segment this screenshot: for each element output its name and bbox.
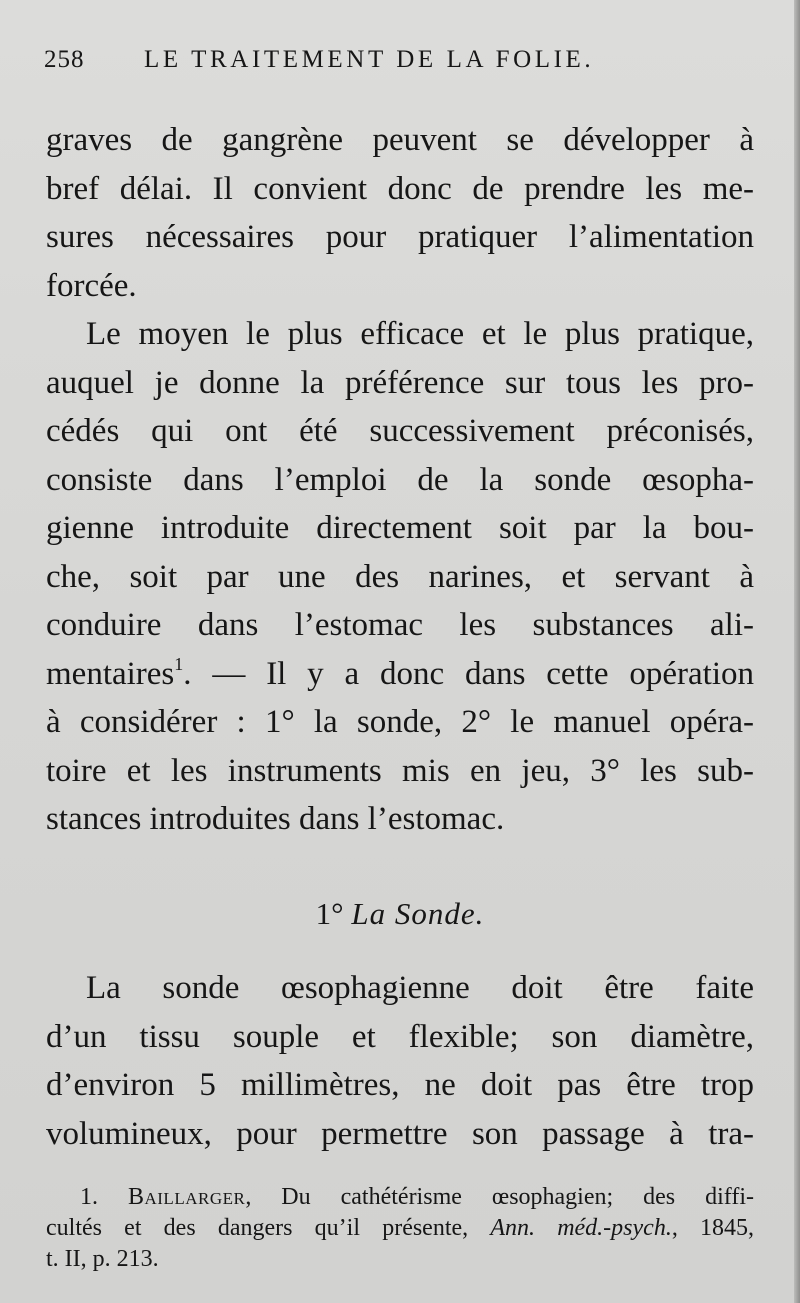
running-title: LE TRAITEMENT DE LA FOLIE. (144, 46, 595, 73)
footnote-line: t. II, p. 213. (46, 1246, 159, 1272)
page-number: 258 (44, 46, 85, 73)
text-line-with-footnote-ref (46, 650, 754, 699)
footnote-line (46, 1213, 754, 1244)
text-line: volumineux, pour permettre son passage à tra- (46, 1115, 754, 1152)
footnote-line (46, 1182, 754, 1213)
text-line: La sonde œsophagienne doit être faite (86, 970, 754, 1006)
page-edge (794, 0, 800, 1303)
text-line: forcée. (46, 267, 137, 304)
text-line: gienne introduite directement soit par la bou- (46, 510, 754, 546)
text-line: Le moyen le plus efficace et le plus pratique, (86, 316, 754, 352)
text-fragment: mentaires (46, 655, 175, 692)
footnote-journal: Ann. méd.-psych. (490, 1215, 672, 1241)
section-number: 1° (315, 896, 344, 931)
running-header (44, 46, 764, 82)
footnote-author: Baillarger (127, 1184, 246, 1210)
main-text (46, 116, 754, 844)
text-line: che, soit par une des narines, et servant à (46, 558, 754, 595)
text-line: bref délai. Il convient donc de prendre les me- (46, 170, 754, 207)
footnote-marker: 1. (80, 1184, 98, 1210)
text-line: auquel je donne la préférence sur tous les pro- (46, 364, 754, 401)
section-heading (0, 890, 800, 938)
text-fragment: . — Il y a donc dans cette opération (183, 655, 754, 692)
text-fragment: , 1845, (671, 1215, 754, 1241)
text-line: sures nécessaires pour pratiquer l’alimentation (46, 219, 754, 255)
footnote-reference: 1 (174, 653, 184, 674)
text-line: toire et les instruments mis en jeu, 3° les sub- (46, 752, 754, 789)
text-line: consiste dans l’emploi de la sonde œsopha- (46, 461, 754, 498)
text-line: à considérer : 1° la sonde, 2° le manuel opéra- (46, 704, 754, 740)
text-line: stances introduites dans l’estomac. (46, 801, 505, 837)
text-fragment: , Du cathétérisme œsophagien; des diffi- (245, 1184, 755, 1210)
section-text (46, 964, 754, 1158)
text-line: conduire dans l’estomac les substances ali- (46, 607, 754, 643)
text-line: cédés qui ont été successivement préconisés, (46, 413, 754, 449)
text-line: d’environ 5 millimètres, ne doit pas être trop (46, 1067, 754, 1103)
text-line: graves de gangrène peuvent se développer à (46, 122, 754, 158)
text-line: d’un tissu souple et flexible; son diamètre, (46, 1018, 754, 1055)
text-fragment: cultés et des dangers qu’il présente, (46, 1215, 491, 1241)
section-title: La Sonde. (351, 896, 485, 931)
footnote (46, 1182, 754, 1275)
